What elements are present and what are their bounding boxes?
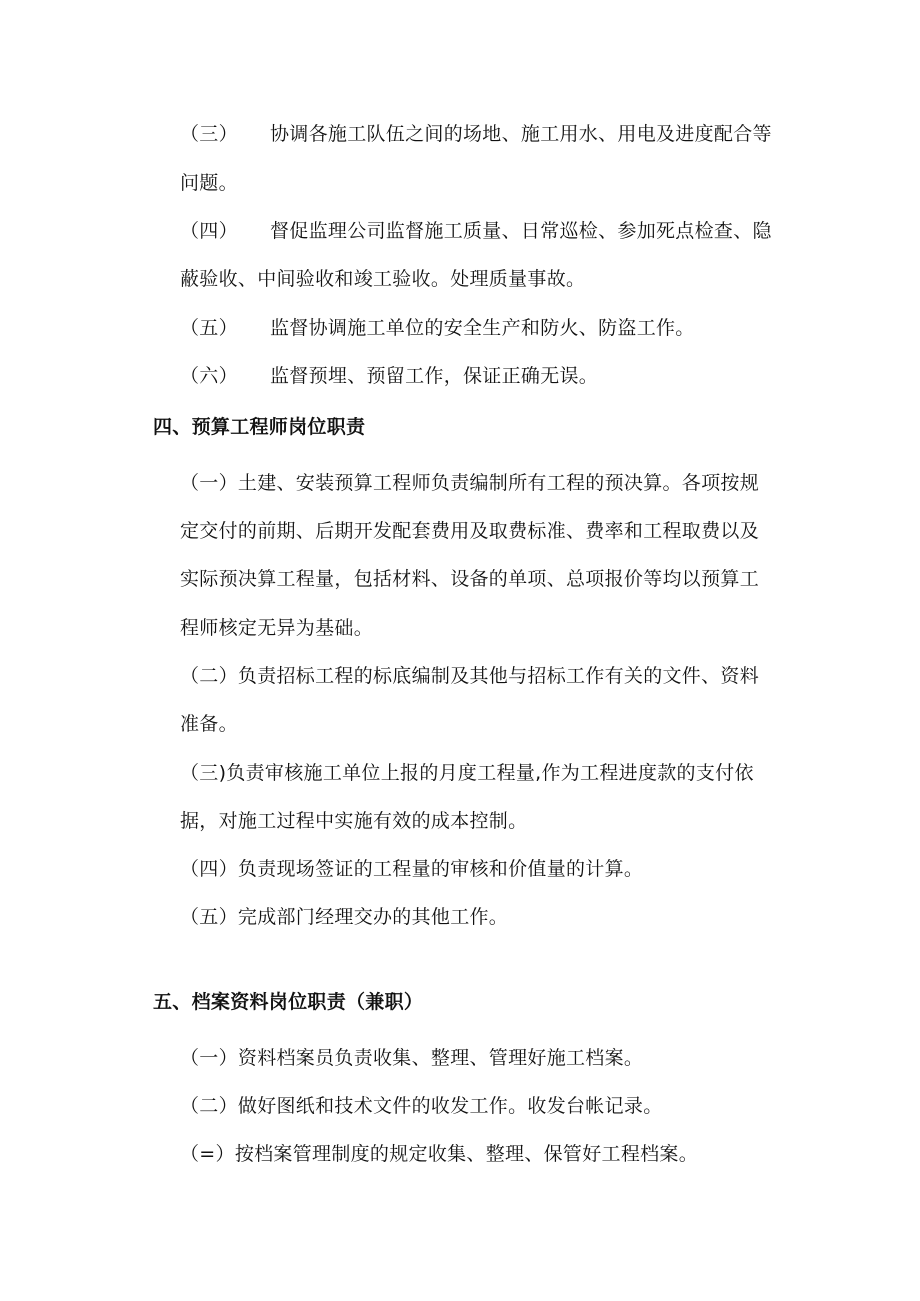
paragraph-line bbox=[180, 121, 772, 147]
paragraph-line: （二）做好图纸和技术文件的收发工作。收发台帐记录。 bbox=[180, 1095, 663, 1117]
paragraph-line bbox=[180, 170, 238, 196]
paragraph-line: 准备。 bbox=[180, 713, 238, 735]
paragraph-line: 据，对施工过程中实施有效的成本控制。 bbox=[180, 810, 528, 832]
section-heading: 五、档案资料岗位职责（兼职） bbox=[153, 991, 424, 1013]
item-text: 蔽验收、中间验收和竣工验收。处理质量事故。 bbox=[180, 268, 586, 290]
paragraph-line: （=）按档案管理制度的规定收集、整理、保管好工程档案。 bbox=[180, 1143, 699, 1165]
paragraph-line: （三)负责审核施工单位上报的月度工程量,作为工程进度款的支付依 bbox=[180, 762, 754, 784]
item-text: 督促监理公司监督施工质量、日常巡检、参加死点检查、隐 bbox=[270, 220, 772, 242]
paragraph-line bbox=[180, 363, 598, 389]
paragraph-line: （二）负责招标工程的标底编制及其他与招标工作有关的文件、资料 bbox=[180, 665, 760, 687]
item-text: 协调各施工队伍之间的场地、施工用水、用电及进度配合等 bbox=[270, 123, 772, 145]
paragraph-line bbox=[180, 315, 695, 341]
paragraph-line: （一）资料档案员负责收集、整理、管理好施工档案。 bbox=[180, 1047, 644, 1069]
item-text: 监督协调施工单位的安全生产和防火、防盗工作。 bbox=[270, 317, 695, 339]
paragraph-line: 定交付的前期、后期开发配套费用及取费标准、费率和工程取费以及 bbox=[180, 520, 760, 542]
item-label: （四） bbox=[180, 220, 238, 242]
section-heading: 四、预算工程师岗位职责 bbox=[153, 416, 366, 438]
item-label: （五） bbox=[180, 317, 238, 339]
item-text: 监督预埋、预留工作，保证正确无误。 bbox=[270, 365, 599, 387]
paragraph-line: （四）负责现场签证的工程量的审核和价值量的计算。 bbox=[180, 858, 644, 880]
item-label: （三） bbox=[180, 123, 238, 145]
paragraph-line: 程师核定无异为基础。 bbox=[180, 617, 374, 639]
paragraph-line bbox=[180, 218, 772, 244]
paragraph-line bbox=[180, 266, 585, 292]
item-label: （六） bbox=[180, 365, 238, 387]
item-text: 问题。 bbox=[180, 172, 238, 194]
paragraph-line: （五）完成部门经理交办的其他工作。 bbox=[180, 906, 509, 928]
paragraph-line: 实际预决算工程量，包括材料、设备的单项、总项报价等均以预算工 bbox=[180, 568, 760, 590]
paragraph-line: （一）土建、安装预算工程师负责编制所有工程的预决算。各项按规 bbox=[180, 472, 760, 494]
